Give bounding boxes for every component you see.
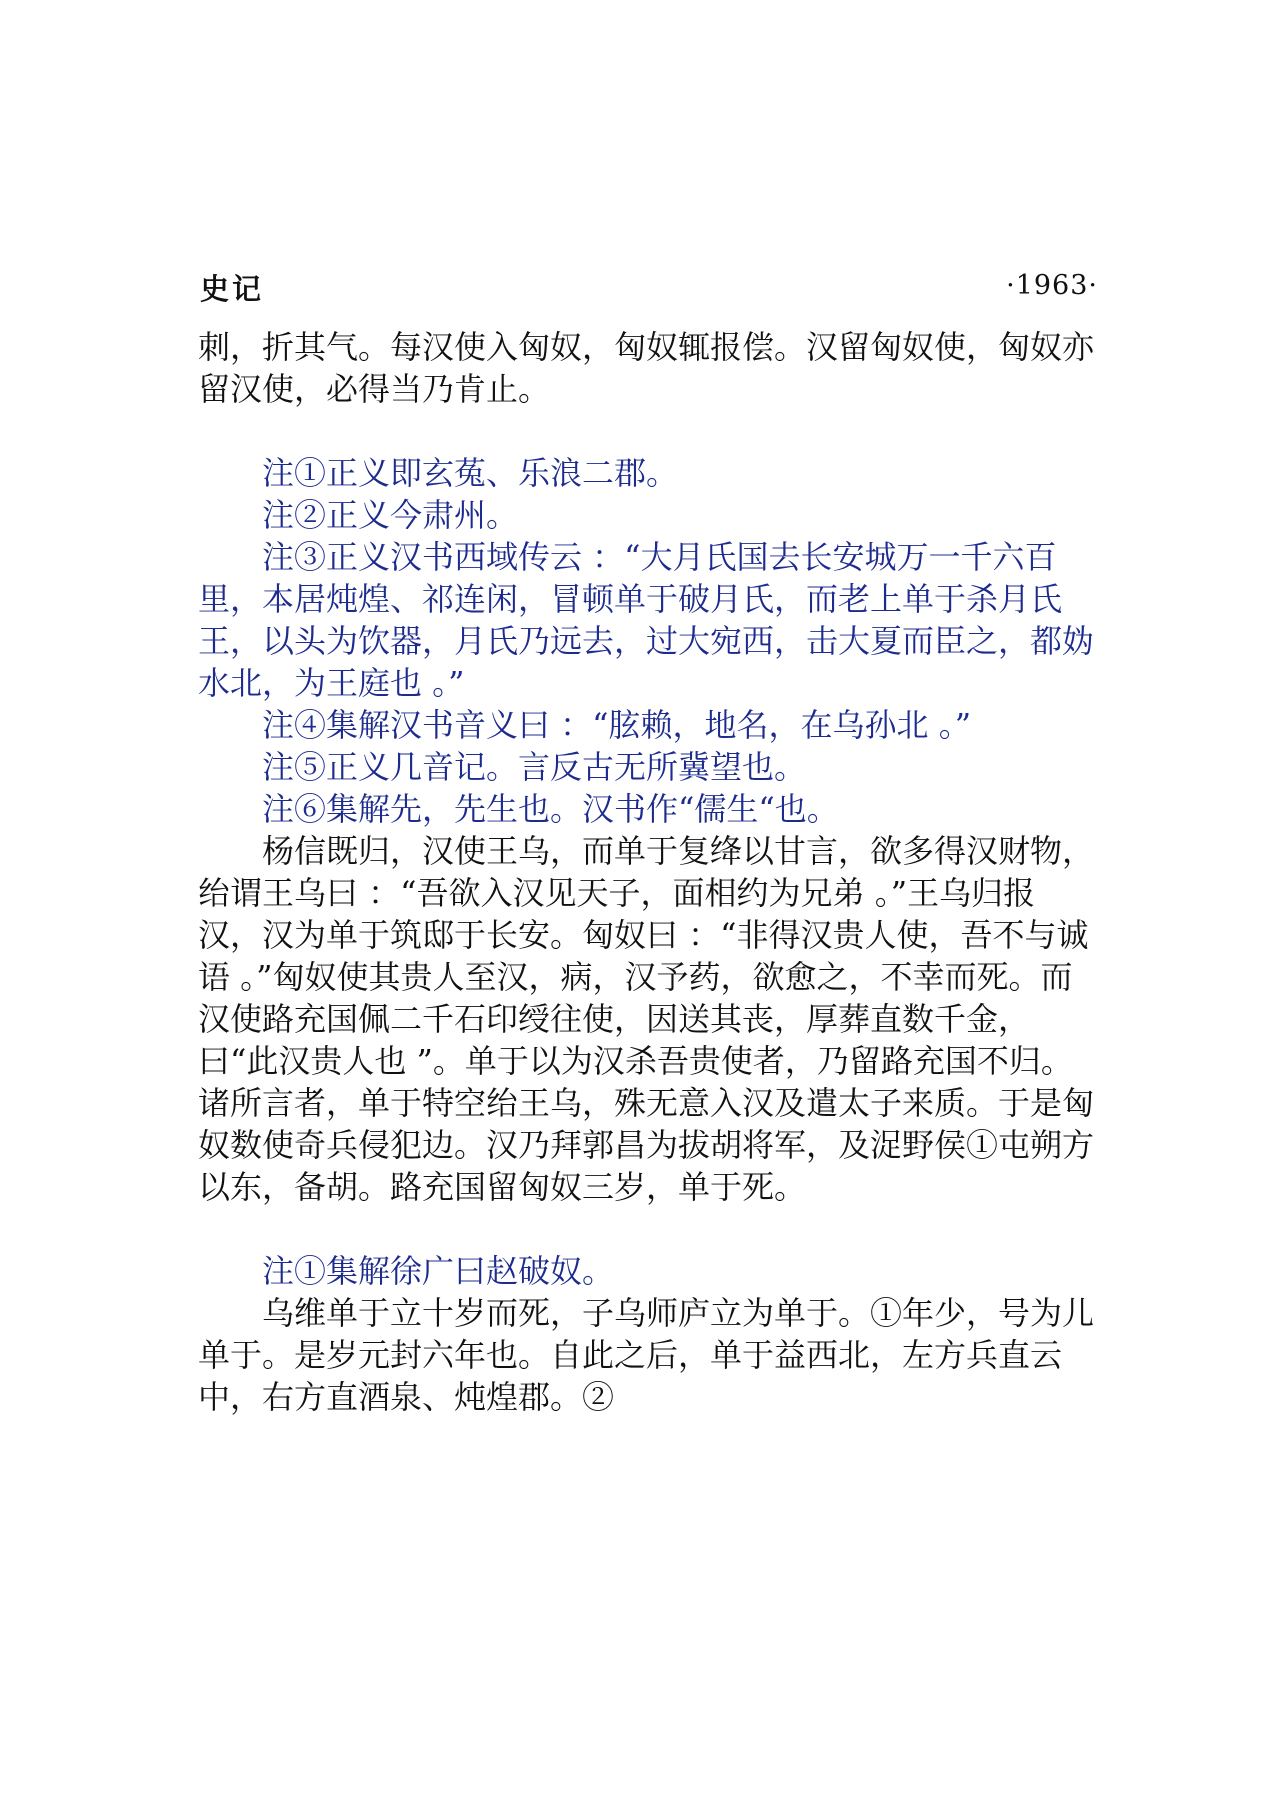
- note-2: 注②正义今肃州。: [262, 496, 519, 534]
- spacer: [198, 410, 1098, 452]
- page-number: ·1963·: [1006, 270, 1098, 301]
- paragraph-2: 杨信既归，汉使王乌，而单于复绛以甘言，欲多得汉财物，绐谓王乌曰 ：“吾欲入汉见天子，面相约为兄弟 。”王乌归报汉，汉为单于筑邸于长安。匈奴曰 ：“非得汉贵人使，吾不与诚语 。”匈奴使其贵人至汉，病，汉予药，欲愈之，不幸而死。而汉使路充国佩二千石印绶往使，因送其丧，厚葬直数千金，曰“此汉贵人也 ”。单于以为汉杀吾贵使者，乃留路充国不归。诸所言者，单于特空绐王乌，殊无意入汉及遣太子来质。于是匈奴数使奇兵侵犯边。汉乃拜郭昌为拔胡将军，及浞野侯①屯朔方以东，备胡。路充国留匈奴三岁，单于死。: [198, 832, 1095, 1206]
- main-content: [198, 326, 1098, 1418]
- book-title: 史记: [200, 272, 265, 306]
- note-7: 注①集解徐广曰赵破奴。: [262, 1252, 615, 1290]
- note-1: 注①正义即玄菟、乐浪二郡。: [262, 454, 679, 492]
- note-5: 注⑤正义几音记。言反古无所冀望也。: [262, 748, 807, 786]
- paragraph-1: 刺，折其气。每汉使入匈奴，匈奴辄报偿。汉留匈奴使，匈奴亦留汉使，必得当乃肯止。: [198, 328, 1095, 408]
- page-header: [198, 262, 1098, 310]
- note-6: 注⑥集解先，先生也。汉书作“儒生“也。: [262, 790, 839, 828]
- note-4: 注④集解汉书音义曰 ：“胘赖，地名，在乌孙北 。”: [262, 706, 972, 744]
- document-page: [198, 262, 1098, 1418]
- spacer: [198, 1208, 1098, 1250]
- paragraph-3: 乌维单于立十岁而死，子乌师庐立为单于。①年少，号为儿单于。是岁元封六年也。自此之后，单于益西北，左方兵直云中，右方直酒泉、炖煌郡。②: [198, 1294, 1095, 1416]
- note-3: 注③正义汉书西域传云 ：“大月氏国去长安城万一千六百里，本居炖煌、祁连闲，冒顿单于破月氏，而老上单于杀月氏王，以头为饮器，月氏乃远去，过大宛西，击大夏而臣之，都妫水北，为王庭也 。”: [198, 538, 1095, 702]
